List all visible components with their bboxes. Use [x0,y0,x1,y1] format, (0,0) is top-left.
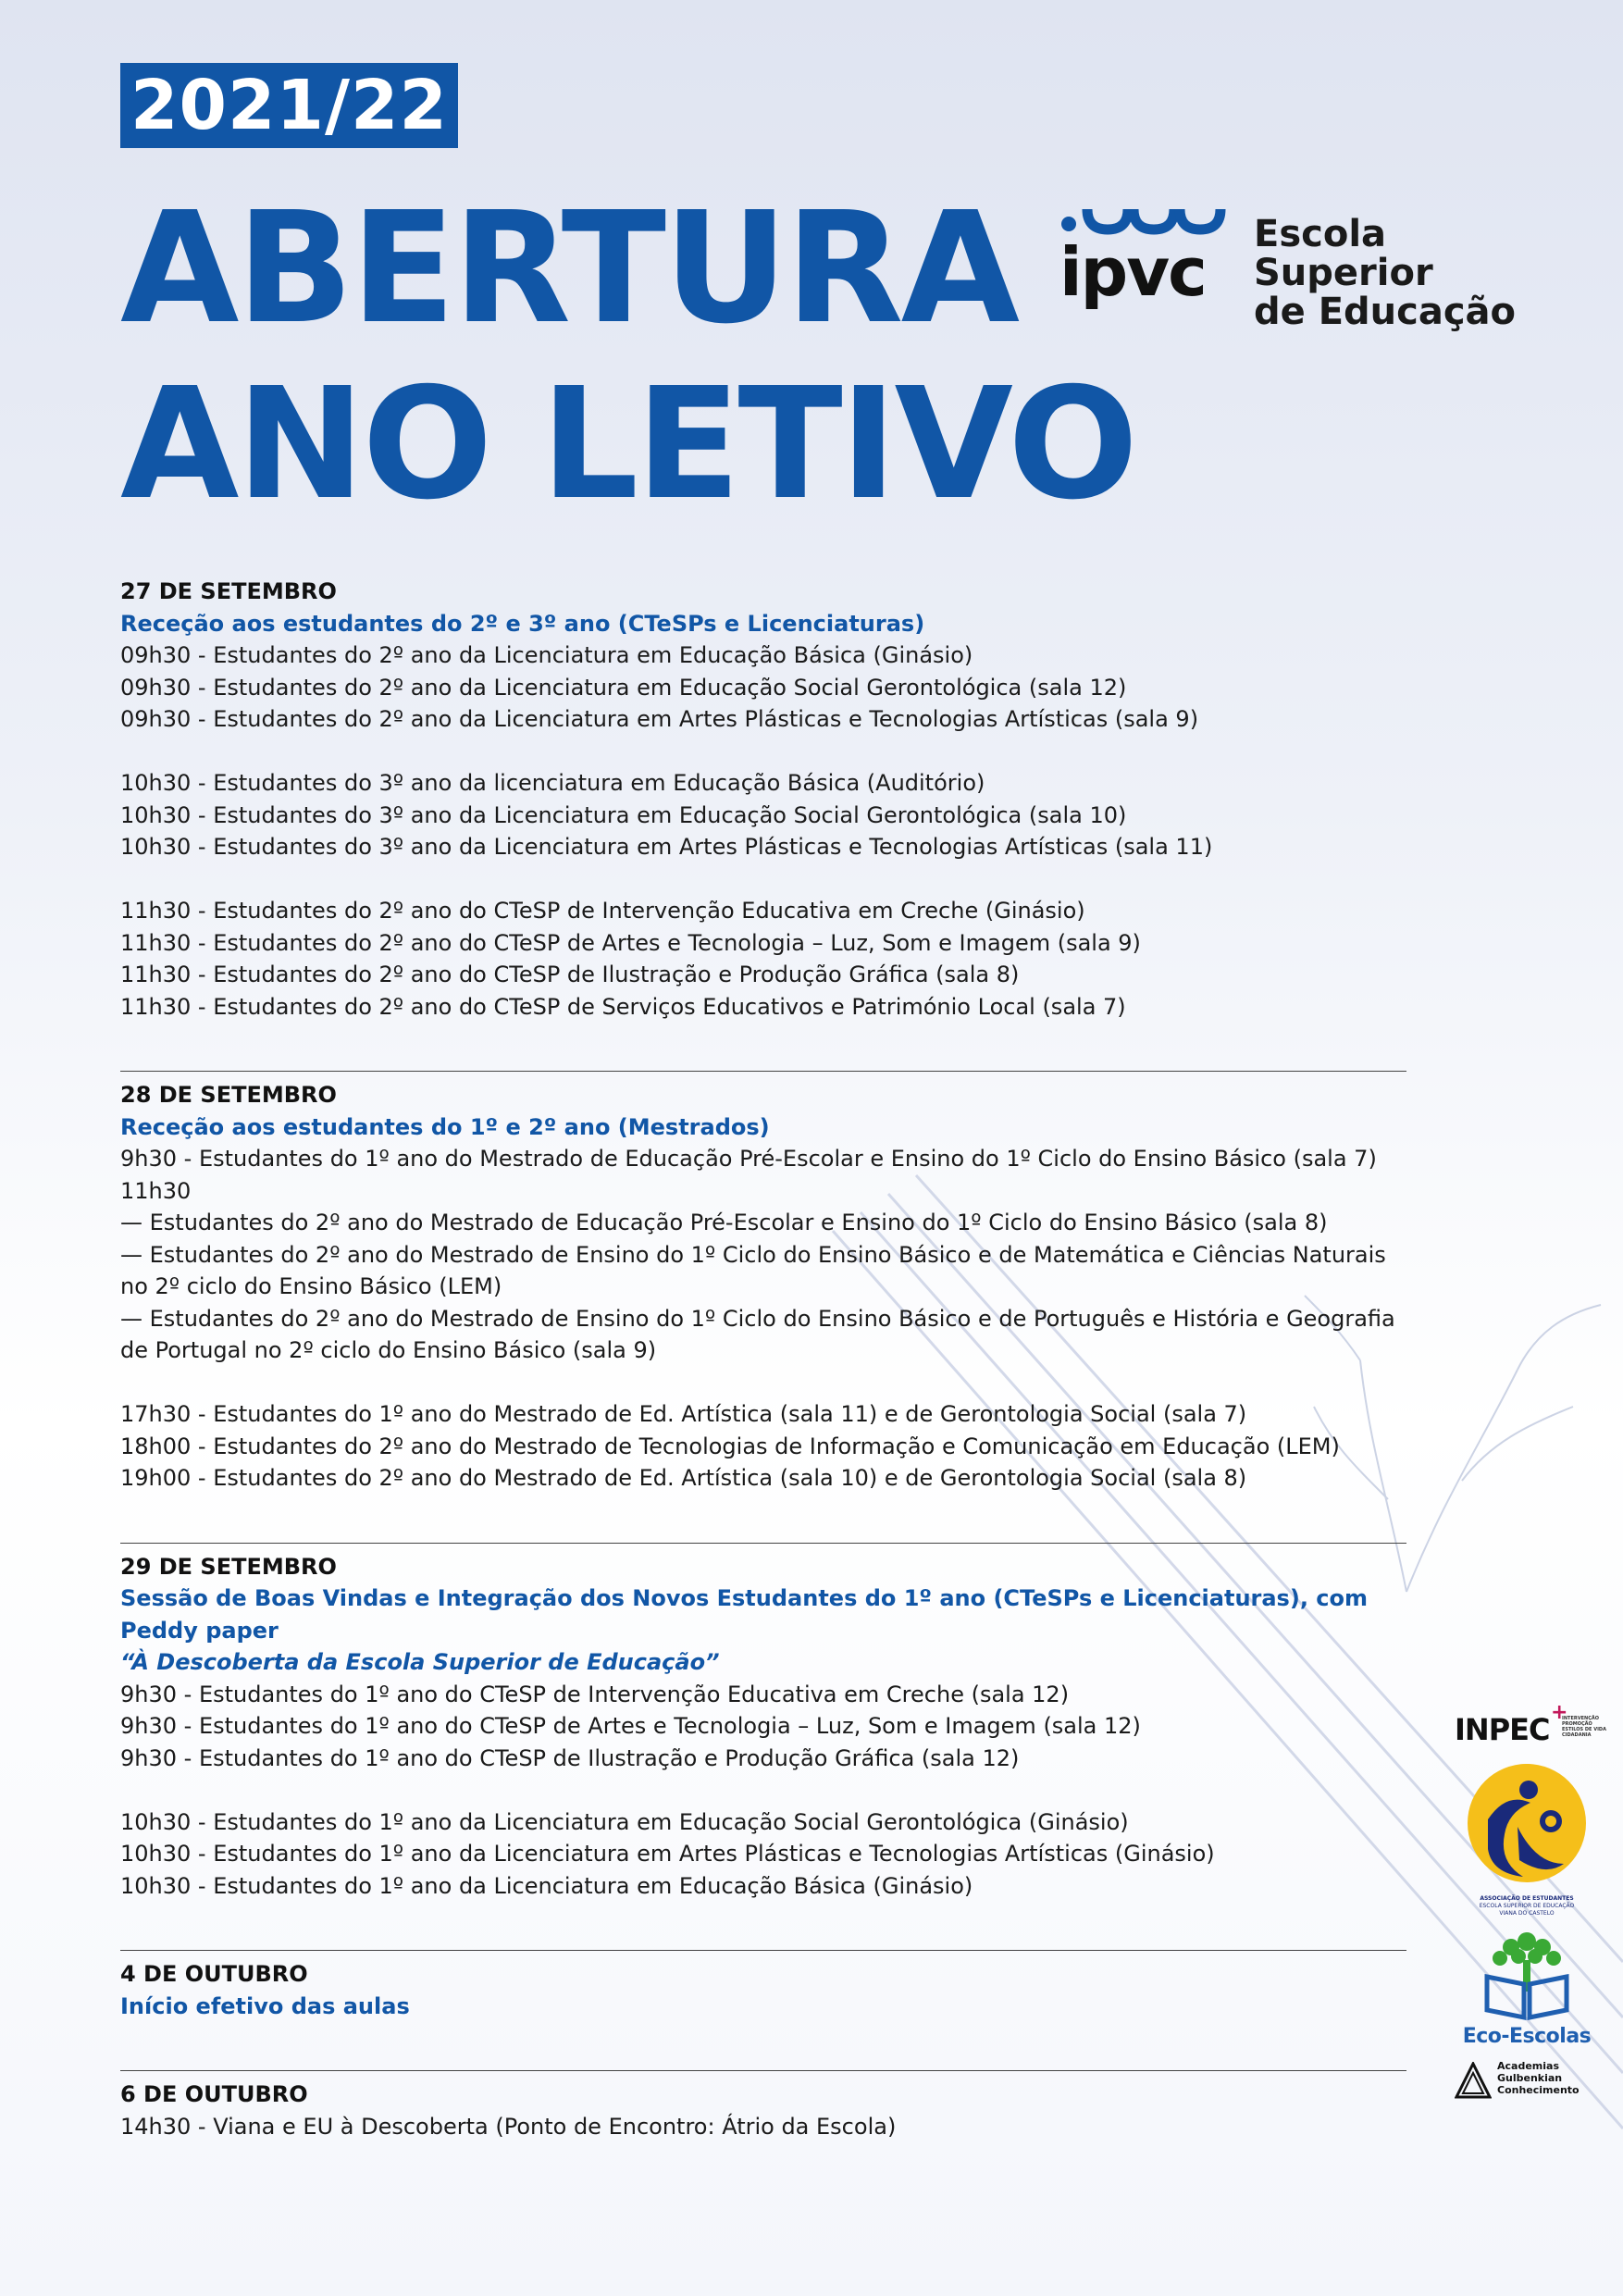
gulbenkian-text: Academias Gulbenkian Conhecimento [1497,2060,1580,2096]
section-subtitle: Receção aos estudantes do 2º e 3º ano (CTeSPs e Licenciaturas) [120,610,925,637]
schedule-line: 18h00 - Estudantes do 2º ano do Mestrado de Tecnologias de Informação e Comunicação em Educação (LEM) [120,1433,1340,1459]
title-line-1: ABERTURA [120,180,1018,358]
schedule-line: 9h30 - Estudantes do 1º ano do CTeSP de Intervenção Educativa em Creche (sala 12) [120,1681,1070,1707]
schedule-line: 11h30 - Estudantes do 2º ano do CTeSP de Ilustração e Produção Gráfica (sala 8) [120,962,1020,987]
schedule-section [120,576,1406,1023]
section-date: 28 DE SETEMBRO [120,1082,337,1108]
schedule-line: 10h30 - Estudantes do 1º ano da Licenciatura em Artes Plásticas e Tecnologias Artísticas (Ginásio) [120,1841,1215,1867]
section-date: 4 DE OUTUBRO [120,1961,308,1987]
sponsor-logos [1443,1701,1610,2106]
inpec-wordmark: INPEC [1455,1712,1550,1747]
schedule-line: 9h30 - Estudantes do 1º ano do CTeSP de Ilustração e Produção Gráfica (sala 12) [120,1744,1020,1771]
ipvc-wordmark: ipvc [1059,233,1206,311]
student-association-text: ASSOCIAÇÃO DE ESTUDANTES ESCOLA SUPERIOR DE EDUCAÇÃO VIANA DO CASTELO [1479,1895,1575,1917]
schedule-line: 9h30 - Estudantes do 1º ano do Mestrado de Educação Pré-Escolar e Ensino do 1º Ciclo do Ensino Básico (sala 7) [120,1146,1377,1172]
student-association-emblem-icon [1443,1762,1610,1892]
eco-escolas-logo [1443,1929,1610,2049]
school-name-line-2: de Educação [1254,291,1517,333]
schedule [120,576,1406,2142]
schedule-line: 10h30 - Estudantes do 3º ano da Licenciatura em Educação Social Gerontológica (sala 10) [120,801,1127,828]
section-date: 29 DE SETEMBRO [120,1553,337,1580]
schedule-line: — Estudantes do 2º ano do Mestrado de Ensino do 1º Ciclo do Ensino Básico e de Matemática e Ciências Naturais no 2º ciclo do Ensino Básico (LEM) [120,1241,1386,1299]
schedule-section [120,1079,1406,1495]
schedule-line: 09h30 - Estudantes do 2º ano da Licenciatura em Artes Plásticas e Tecnologias Artísticas (sala 9) [120,706,1199,732]
student-association-logo [1443,1762,1610,1919]
inpec-tagline: INTERVENÇÃO PROMOÇÃO ESTILOS DE VIDA CIDADANIA [1562,1716,1606,1738]
section-subtitle: Receção aos estudantes do 1º e 2º ano (Mestrados) [120,1113,770,1140]
schedule-line: 11h30 - Estudantes do 2º ano do CTeSP de Intervenção Educativa em Creche (Ginásio) [120,898,1085,924]
schedule-section [120,1958,1406,2022]
school-name-line-1: Escola Superior [1254,213,1433,294]
schedule-line: 11h30 [120,1177,192,1204]
inpec-logo [1443,1701,1610,1753]
school-name [1254,215,1578,331]
schedule-section [120,2079,1406,2142]
section-subtitle-quote: “À Descoberta da Escola Superior de Educação” [120,1649,720,1675]
schedule-line: 09h30 - Estudantes do 2º ano da Licenciatura em Educação Social Gerontológica (sala 12) [120,674,1127,701]
gulbenkian-triangle-icon [1455,2062,1492,2099]
ipvc-logo [1059,196,1578,335]
schedule-line: 10h30 - Estudantes do 1º ano da Licenciatura em Educação Básica (Ginásio) [120,1872,973,1899]
eco-escolas-wordmark: Eco-Escolas [1462,2025,1592,2048]
section-subtitle: Sessão de Boas Vindas e Integração dos Novos Estudantes do 1º ano (CTeSPs e Licenciaturas), com Peddy paper [120,1585,1369,1644]
schedule-line: 09h30 - Estudantes do 2º ano da Licenciatura em Educação Básica (Ginásio) [120,642,973,668]
schedule-line: 11h30 - Estudantes do 2º ano do CTeSP de Serviços Educativos e Património Local (sala 7) [120,993,1126,1020]
schedule-line: 10h30 - Estudantes do 1º ano da Licenciatura em Educação Social Gerontológica (Ginásio) [120,1808,1129,1835]
schedule-line: 19h00 - Estudantes do 2º ano do Mestrado de Ed. Artística (sala 10) e de Gerontologia Social (sala 8) [120,1465,1247,1491]
title-line-2: ANO LETIVO [120,355,1136,534]
schedule-line: — Estudantes do 2º ano do Mestrado de Ensino do 1º Ciclo do Ensino Básico e de Português e História e Geografia de Portugal no 2º ciclo do Ensino Básico (sala 9) [120,1305,1395,1363]
plus-icon: + [1551,1701,1568,1724]
year-badge: 2021/22 [120,63,458,148]
section-date: 6 DE OUTUBRO [120,2081,308,2107]
schedule-line: 14h30 - Viana e EU à Descoberta (Ponto de Encontro: Átrio da Escola) [120,2113,897,2140]
schedule-line: 10h30 - Estudantes do 3º ano da licenciatura em Educação Básica (Auditório) [120,770,985,796]
section-subtitle: Início efetivo das aulas [120,1992,410,2019]
schedule-line: 10h30 - Estudantes do 3º ano da Licenciatura em Artes Plásticas e Tecnologias Artísticas (sala 11) [120,834,1213,860]
schedule-line: — Estudantes do 2º ano do Mestrado de Educação Pré-Escolar e Ensino do 1º Ciclo do Ensino Básico (sala 8) [120,1210,1328,1235]
schedule-line: 17h30 - Estudantes do 1º ano do Mestrado de Ed. Artística (sala 11) e de Gerontologia Social (sala 7) [120,1401,1247,1427]
section-date: 27 DE SETEMBRO [120,578,337,604]
schedule-line: 9h30 - Estudantes do 1º ano do CTeSP de Artes e Tecnologia – Luz, Som e Imagem (sala 12) [120,1713,1141,1739]
eco-escolas-tree-icon [1476,1929,1578,2021]
gulbenkian-logo [1443,2060,1610,2106]
page-title [120,181,1135,533]
schedule-section [120,1551,1406,1903]
schedule-line: 11h30 - Estudantes do 2º ano do CTeSP de Artes e Tecnologia – Luz, Som e Imagem (sala 9) [120,929,1141,956]
